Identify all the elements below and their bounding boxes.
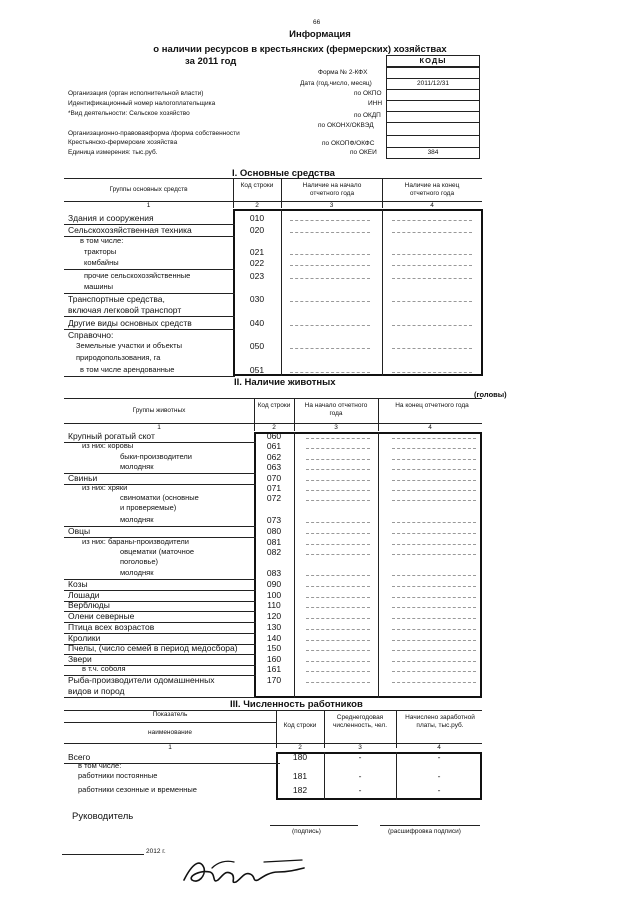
row-code: 050 xyxy=(249,341,265,351)
row-code: 083 xyxy=(266,568,282,578)
page-number: 66 xyxy=(313,19,321,26)
okopf-label: по ОКОПФ/ОКФС xyxy=(322,140,375,147)
unit-text: Единица измерения: тыс.руб. xyxy=(68,149,158,156)
col-index: 2 xyxy=(255,202,259,209)
row-code: 073 xyxy=(266,515,282,525)
row-code: 110 xyxy=(267,600,281,610)
row-label: Земельные участки и объекты xyxy=(76,341,182,350)
row-code: 181 xyxy=(292,771,308,781)
date-value: 2011/12/31 xyxy=(416,80,450,87)
section2-col-start: На начало отчетного года xyxy=(304,402,368,418)
row-label: Олени северные xyxy=(68,611,135,621)
decode-caption: (расшифровка подписи) xyxy=(388,828,461,835)
row-code: 161 xyxy=(266,664,282,674)
date-line xyxy=(62,854,144,855)
footer-year: 2012 г. xyxy=(146,848,166,855)
okdp-label: по ОКДП xyxy=(354,112,381,119)
row-label: в том числе: xyxy=(78,761,122,770)
section3-col-indicator: Показатель xyxy=(152,711,188,718)
col-index: 4 xyxy=(428,424,432,431)
organization-label: Организация (орган исполнительной власти) xyxy=(68,90,204,97)
kfh-text: Крестьянско-фермерские хозяйства xyxy=(68,139,178,146)
row-label: Справочно: xyxy=(68,330,114,340)
form-subtitle: о наличии ресурсов в крестьянских (фермерских) хозяйствах xyxy=(153,44,447,55)
row-code: 100 xyxy=(266,590,282,600)
inn-label: ИНН xyxy=(368,100,383,107)
row-code: 030 xyxy=(249,294,265,304)
activity-text: *Вид деятельности: Сельское хозяйство xyxy=(68,110,190,117)
row-code: 020 xyxy=(249,225,265,235)
head-label: Руководитель xyxy=(72,811,134,822)
row-label: Сельскохозяйственная техника xyxy=(68,225,192,235)
row-label: и проверяемые) xyxy=(120,503,177,512)
row-label: Птица всех возрастов xyxy=(68,622,155,632)
col-index: 4 xyxy=(430,202,434,209)
row-label: молодняк xyxy=(120,568,154,577)
section3-col-name: наименование xyxy=(148,729,192,736)
row-label: работники сезонные и временные xyxy=(78,785,197,794)
row-code: 021 xyxy=(249,247,265,257)
section1-col-group: Группы основных средств xyxy=(109,186,188,193)
inn-text: Идентификационный номер налогоплательщика xyxy=(68,100,216,107)
row-label: природопользования, га xyxy=(76,353,161,362)
section2-col-end: На конец отчетного года xyxy=(395,402,469,409)
row-label: овцематки (маточное xyxy=(120,547,195,556)
section1-col-end: Наличие на конец отчетного года xyxy=(404,182,460,198)
avg-value: - xyxy=(358,752,362,762)
col-index: 3 xyxy=(358,744,362,751)
row-label: Кролики xyxy=(68,633,101,643)
row-code: 070 xyxy=(266,473,282,483)
avg-value: - xyxy=(358,771,362,781)
signature-line xyxy=(270,825,358,826)
row-code: 180 xyxy=(292,752,308,762)
row-code: 140 xyxy=(266,633,282,643)
row-label: работники постоянные xyxy=(78,771,158,780)
row-code: 071 xyxy=(266,483,282,493)
col-index: 1 xyxy=(146,202,151,209)
row-label: Пчелы, (число семей в период медосбора) xyxy=(68,643,238,653)
row-label: поголовье) xyxy=(120,557,159,566)
row-label: тракторы xyxy=(84,247,117,256)
row-label: из них: коровы xyxy=(82,441,134,450)
row-code: 051 xyxy=(249,365,265,375)
date-label: Дата (год,число, месяц) xyxy=(300,80,372,87)
row-label: Крупный рогатый скот xyxy=(68,431,155,441)
pay-value: - xyxy=(437,771,441,781)
handwritten-signature xyxy=(178,850,318,892)
row-code: 040 xyxy=(249,318,265,328)
row-code: 081 xyxy=(266,537,282,547)
row-label: Свиньи xyxy=(68,473,98,483)
form-number: Форма № 2-КФХ xyxy=(318,69,368,76)
col-index: 1 xyxy=(168,744,172,751)
col-index: 3 xyxy=(334,424,338,431)
avg-value: - xyxy=(358,785,362,795)
row-label: свиноматки (основные xyxy=(120,493,199,502)
section1-col-start: Наличие на начало отчетного года xyxy=(302,182,362,198)
decode-line xyxy=(380,825,480,826)
row-code: 072 xyxy=(266,493,282,503)
row-code: 082 xyxy=(266,547,282,557)
col-index: 4 xyxy=(437,744,441,751)
section3-col-pay: Начислено заработной платы, тыс.руб. xyxy=(405,714,475,730)
col-index: 2 xyxy=(272,424,276,431)
row-label: Всего xyxy=(68,752,91,762)
row-label: молодняк xyxy=(120,462,154,471)
row-code: 090 xyxy=(266,579,282,589)
row-label: машины xyxy=(84,282,114,291)
row-label: в том числе: xyxy=(80,236,124,245)
col-index: 3 xyxy=(329,202,334,209)
row-label: Другие виды основных средств xyxy=(68,318,192,328)
report-year: за 2011 год xyxy=(185,56,237,67)
row-code: 170 xyxy=(266,675,282,685)
section2-col-code: Код строки xyxy=(257,402,291,409)
codes-header: КОДЫ xyxy=(419,56,447,65)
row-label: в т.ч. соболя xyxy=(82,664,126,673)
row-label: молодняк xyxy=(120,515,154,524)
form-title: Информация xyxy=(289,29,351,40)
pay-value: - xyxy=(437,752,441,762)
section3-col-avg: Среднегодовая численность, чел. xyxy=(332,714,388,730)
row-label: в том числе арендованные xyxy=(80,365,175,374)
section3-col-code: Код строки xyxy=(283,722,317,729)
row-label: Транспортные средства, xyxy=(68,294,165,304)
row-code: 022 xyxy=(249,258,265,268)
row-label: прочие сельскохозяйственные xyxy=(84,271,191,280)
row-label: Здания и сооружения xyxy=(68,213,154,223)
pay-value: - xyxy=(437,785,441,795)
sign-caption: (подпись) xyxy=(292,828,321,835)
row-code: 023 xyxy=(249,271,265,281)
row-code: 120 xyxy=(266,611,282,621)
section2-unit: (головы) xyxy=(474,390,507,399)
row-code: 130 xyxy=(266,622,282,632)
row-code: 062 xyxy=(266,452,282,462)
row-label: из них: бараны-производители xyxy=(82,537,189,546)
row-label: Рыба-производители одомашненных xyxy=(68,675,215,685)
legal-form-text: Организационно-правоваяформа /форма собственности xyxy=(68,130,240,137)
row-code: 150 xyxy=(266,643,282,653)
row-label: Верблюды xyxy=(68,600,110,610)
row-label: комбайны xyxy=(84,258,119,267)
section3-title: III. Численность работников xyxy=(230,699,363,710)
okpo-label: по ОКПО xyxy=(354,90,382,97)
section1-title: I. Основные средства xyxy=(232,168,335,179)
section2-title: II. Наличие животных xyxy=(234,377,336,388)
okonh-label: по ОКОНХ/ОКВЭД xyxy=(318,122,374,129)
okei-value: 384 xyxy=(427,149,439,156)
section2-col-group: Группы животных xyxy=(132,407,186,414)
row-code: 060 xyxy=(266,431,282,441)
row-label: видов и пород xyxy=(68,686,125,696)
row-code: 061 xyxy=(266,441,282,451)
row-code: 080 xyxy=(266,526,282,536)
row-label: Овцы xyxy=(68,526,91,536)
row-label: из них: хряки xyxy=(82,483,128,492)
row-code: 160 xyxy=(266,654,282,664)
section1-col-code: Код строки xyxy=(240,182,274,189)
row-label: Козы xyxy=(68,579,88,589)
row-code: 063 xyxy=(266,462,282,472)
col-index: 1 xyxy=(157,424,161,431)
row-code: 010 xyxy=(249,213,265,223)
row-label: включая легковой транспорт xyxy=(68,305,182,315)
row-label: Звери xyxy=(68,654,92,664)
okei-label: по ОКЕИ xyxy=(350,149,377,156)
row-label: быки-производители xyxy=(120,452,192,461)
row-code: 182 xyxy=(292,785,308,795)
row-label: Лошади xyxy=(68,590,100,600)
col-index: 2 xyxy=(298,744,302,751)
